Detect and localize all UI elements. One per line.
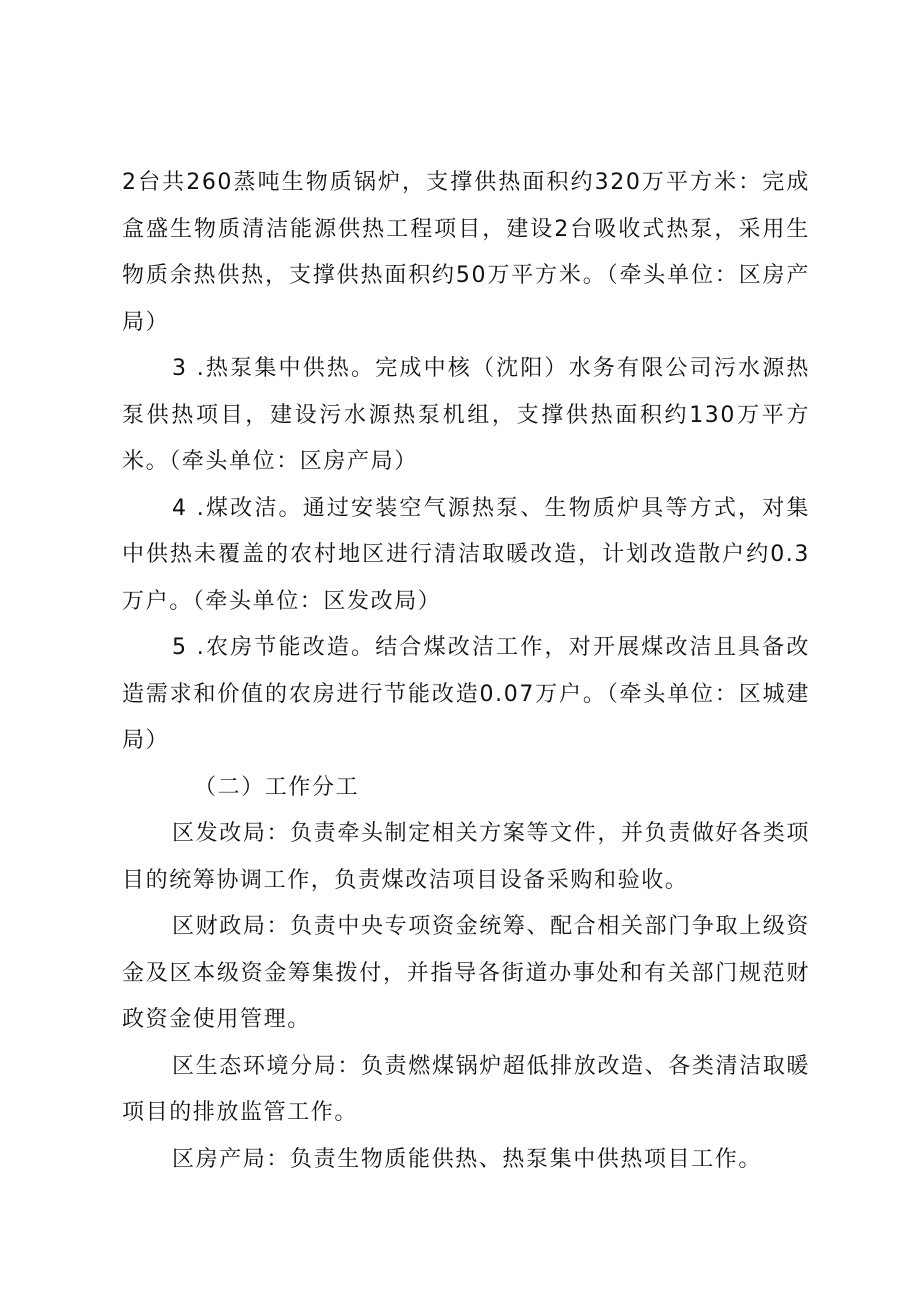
paragraph-rural-house-energy-saving: 5 .农房节能改造。结合煤改洁工作，对开展煤改洁且具备改造需求和价值的农房进行节能改造0.07万户。（牵头单位：区城建局） <box>122 635 810 753</box>
paragraph-ecology-environment-branch: 区生态环境分局：负责燃煤锅炉超低排放改造、各类清洁取暖项目的排放监管工作。 <box>122 1053 810 1125</box>
paragraph-housing-bureau: 区房产局：负责生物质能供热、热泵集中供热项目工作。 <box>172 1146 763 1172</box>
section-heading-work-division: （二）工作分工 <box>194 774 360 800</box>
document-body <box>122 160 810 1183</box>
paragraph-finance-bureau: 区财政局：负责中央专项资金统筹、配合相关部门争取上级资金及区本级资金筹集拨付，并指导各街道办事处和有关部门规范财政资金使用管理。 <box>122 914 810 1032</box>
paragraph-heat-pump-central-heating: 3 .热泵集中供热。完成中核（沈阳）水务有限公司污水源热泵供热项目，建设污水源热泵机组，支撑供热面积约130万平方米。（牵头单位：区房产局） <box>122 356 810 474</box>
paragraph-coal-to-clean: 4 .煤改洁。通过安装空气源热泵、生物质炉具等方式，对集中供热未覆盖的农村地区进行清洁取暖改造，计划改造散户约0.3万户。（牵头单位：区发改局） <box>122 495 810 614</box>
paragraph-biomass-heating: 2台共260蒸吨生物质锅炉，支撑供热面积约320万平方米：完成盒盛生物质清洁能源供热工程项目，建设2台吸收式热泵，采用生物质余热供热，支撑供热面积约50万平方米。（牵头单位：区房产局） <box>122 170 810 335</box>
paragraph-development-reform-bureau: 区发改局：负责牵头制定相关方案等文件，并负责做好各类项目的统筹协调工作，负责煤改洁项目设备采购和验收。 <box>122 821 810 893</box>
